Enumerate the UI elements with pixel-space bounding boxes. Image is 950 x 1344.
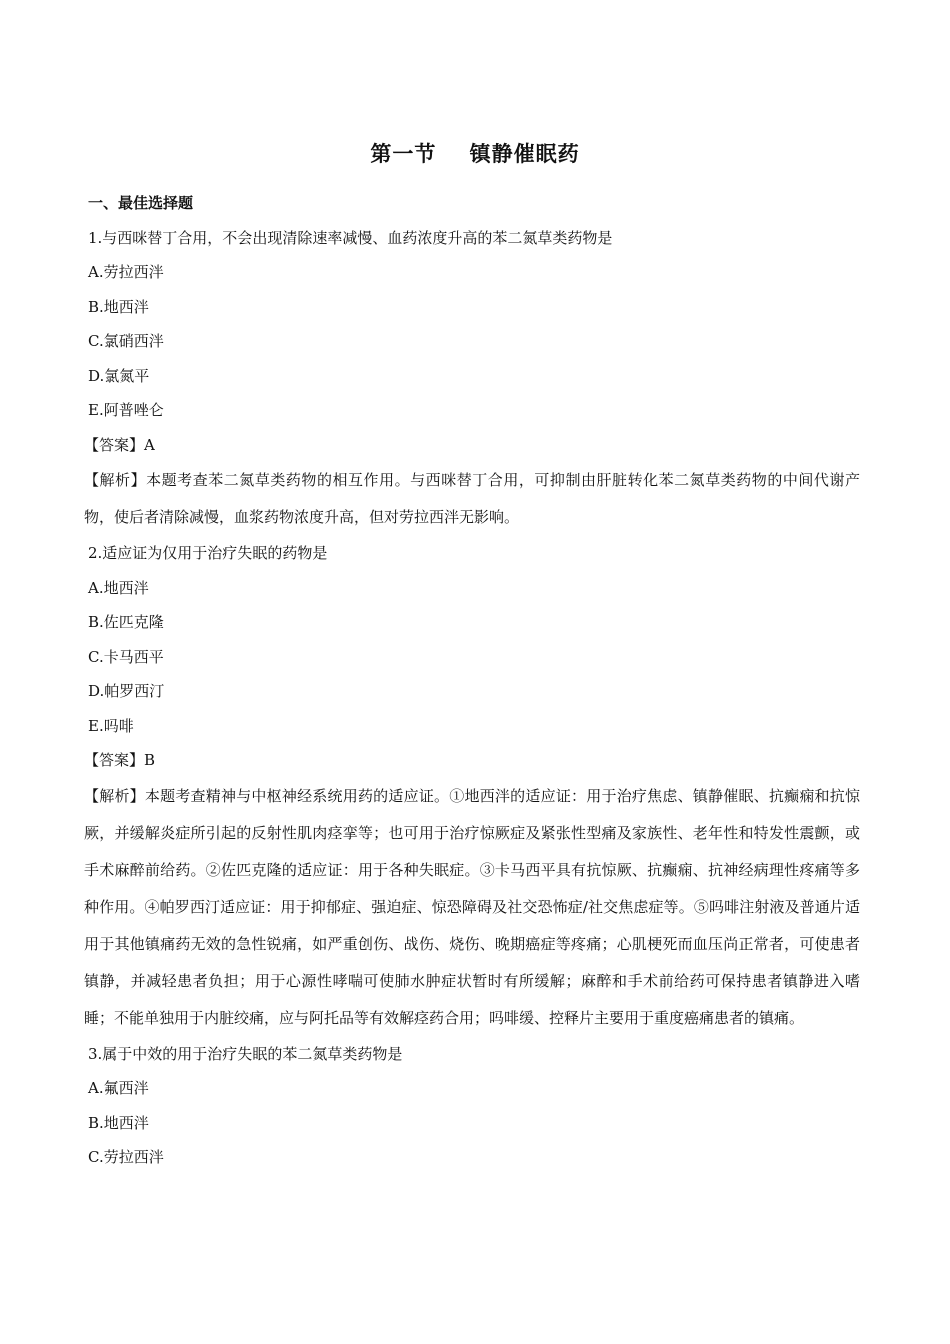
question-1-stem: 1.与西咪替丁合用，不会出现清除速率减慢、血药浓度升高的苯二氮草类药物是 xyxy=(88,228,613,247)
question-1-option-e: E.阿普唑仑 xyxy=(88,401,164,419)
question-1-option-c: C.氯硝西泮 xyxy=(88,332,164,350)
question-1-option-d: D.氯氮平 xyxy=(88,366,150,385)
question-2-analysis: 【解析】本题考查精神与中枢神经系统用药的适应证。①地西泮的适应证：用于治疗焦虑、镇静催眠、抗癫痫和抗惊厥，并缓解炎症所引起的反射性肌肉痉挛等；也可用于治疗惊厥症及紧张性型痛及家族性、老年性和特发性震颤，或手术麻醉前给药。②佐匹克隆的适应证：用于各种失眠症。③卡马西平具有抗惊厥、抗癫痫、抗神经病理性疼痛等多种作用。④帕罗西汀适应证：用于抑郁症、强迫症、惊恐障碍及社交恐怖症/社交焦虑症等。⑤吗啡注射液及普通片适用于其他镇痛药无效的急性锐痛，如严重创伤、战伤、烧伤、晚期癌症等疼痛；心肌梗死而血压尚正常者，可使患者镇静，并减轻患者负担；用于心源性哮喘可使肺水肿症状暂时有所缓解；麻醉和手术前给药可保持患者镇静进入嗜睡；不能单独用于内脏绞痛，应与阿托品等有效解痉药合用；吗啡缓、控释片主要用于重度癌痛患者的镇痛。 xyxy=(84,786,860,1027)
question-1-option-a: A.劳拉西泮 xyxy=(88,263,164,281)
question-3-option-c: C.劳拉西泮 xyxy=(88,1148,164,1166)
question-2-option-d: D.帕罗西汀 xyxy=(88,682,165,700)
question-3-option-b: B.地西泮 xyxy=(88,1113,149,1132)
question-1-option-b: B.地西泮 xyxy=(88,297,149,316)
question-1-analysis: 【解析】本题考查苯二氮草类药物的相互作用。与西咪替丁合用，可抑制由肝脏转化苯二氮草类药物的中间代谢产物，使后者清除减慢，血浆药物浓度升高，但对劳拉西泮无影响。 xyxy=(84,471,860,526)
question-3-stem: 3.属于中效的用于治疗失眠的苯二氮草类药物是 xyxy=(88,1044,403,1063)
question-2-option-c: C.卡马西平 xyxy=(88,647,164,666)
question-3-option-a: A.氟西泮 xyxy=(88,1079,149,1097)
question-2-option-b: B.佐匹克隆 xyxy=(88,613,164,631)
section-heading: 一、最佳选择题 xyxy=(88,194,194,212)
question-2-option-a: A.地西泮 xyxy=(88,578,149,597)
question-2-stem: 2.适应证为仅用于治疗失眠的药物是 xyxy=(88,544,328,562)
question-2-answer: 【答案】B xyxy=(84,751,156,769)
question-1-answer: 【答案】A xyxy=(84,435,155,454)
page-title: 第一节 镇静催眠药 xyxy=(370,142,580,166)
question-2-option-e: E.吗啡 xyxy=(88,716,134,735)
document-body xyxy=(84,186,860,1175)
